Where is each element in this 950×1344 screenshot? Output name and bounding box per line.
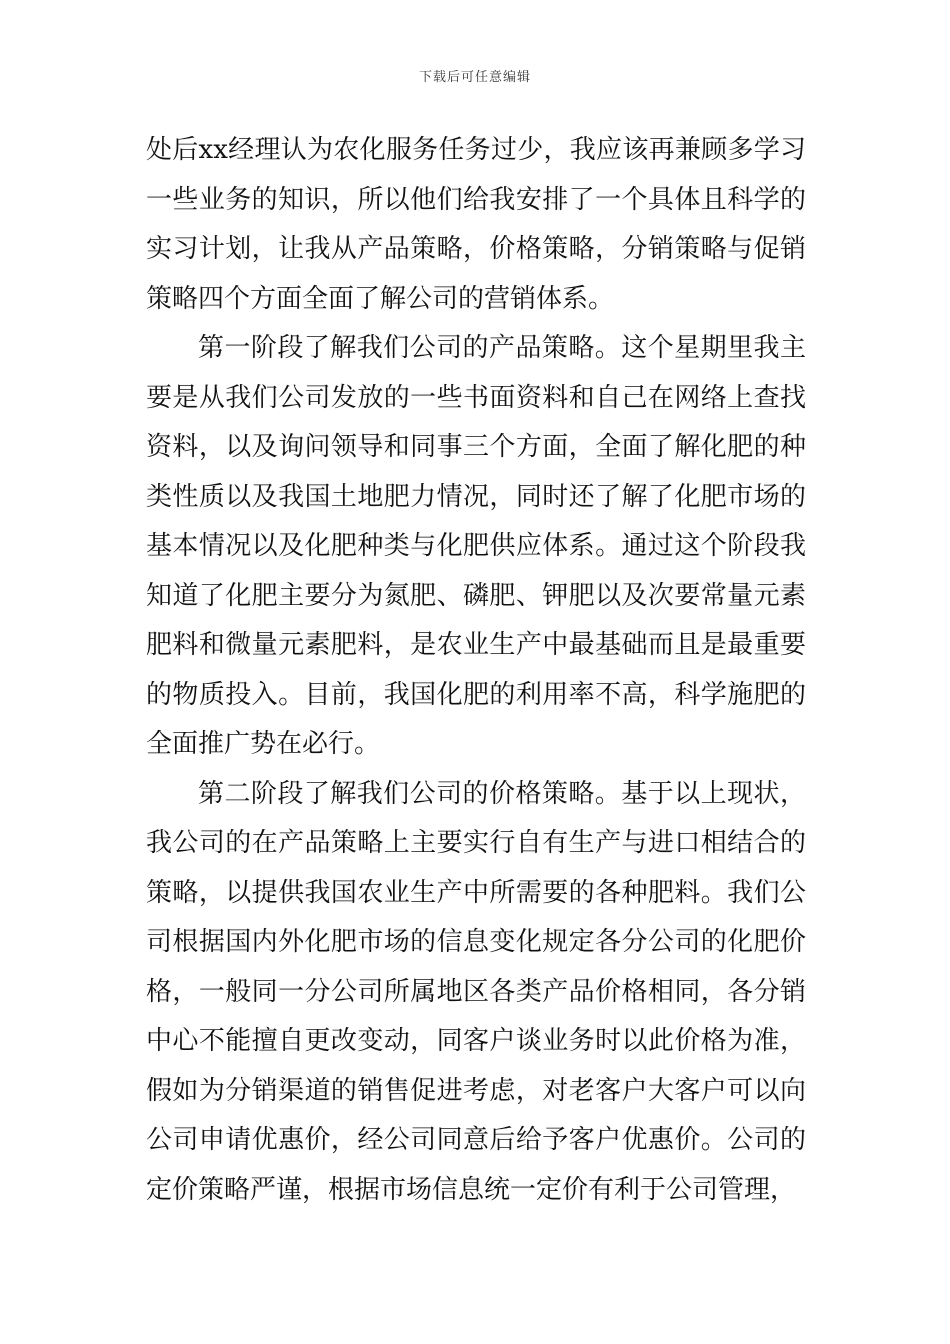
paragraph-price-strategy: 第二阶段了解我们公司的价格策略。基于以上现状，我公司的在产品策略上主要实行自有生产与进口相结合的策略，以提供我国农业生产中所需要的各种肥料。我们公司根据国内外化肥市场的信息变化规定各分公司的化肥价格，一般同一分公司所属地区各类产品价格相同，各分销中心不能擅自更改变动，同客户谈业务时以此价格为准，假如为分销渠道的销售促进考虑，对老客户大客户可以向公司申请优惠价，经公司同意后给予客户优惠价。公司的定价策略严谨，根据市场信息统一定价有利于公司管理， xyxy=(146,778,806,1205)
paragraph-product-strategy: 第一阶段了解我们公司的产品策略。这个星期里我主要是从我们公司发放的一些书面资料和自己在网络上查找资料，以及询问领导和同事三个方面，全面了解化肥的种类性质以及我国土地肥力情况，同时还了解了化肥市场的基本情况以及化肥种类与化肥供应体系。通过这个阶段我知道了化肥主要分为氮肥、磷肥、钾肥以及次要常量元素肥料和微量元素肥料，是农业生产中最基础而且是最重要的物质投入。目前，我国化肥的利用率不高，科学施肥的全面推广势在必行。 xyxy=(146,333,806,759)
paragraph-continuation: 处后xx经理认为农化服务任务过少，我应该再兼顾多学习一些业务的知识，所以他们给我安排了一个具体且科学的实习计划，让我从产品策略，价格策略，分销策略与促销策略四个方面全面了解公司的营销体系。 xyxy=(146,135,806,314)
page-header-note: 下载后可任意编辑 xyxy=(418,70,531,85)
document-body xyxy=(146,126,806,1215)
